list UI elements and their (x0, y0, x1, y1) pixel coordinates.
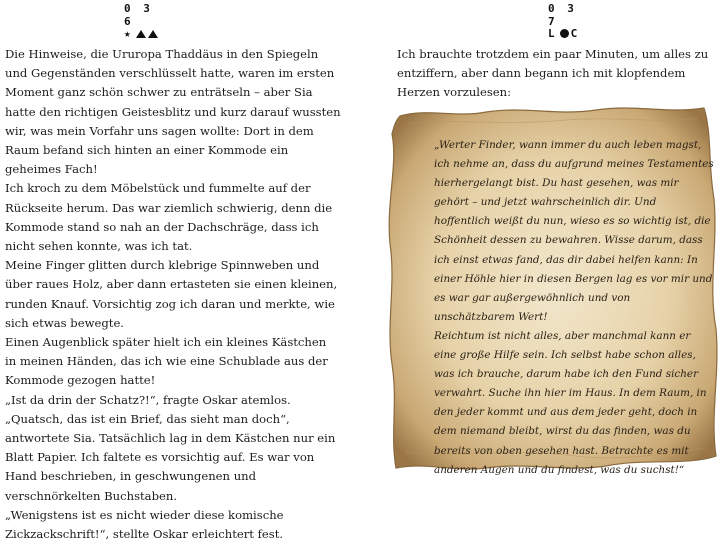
triangle-icon (148, 30, 158, 38)
intro-paragraph: Ich brauchte trotzdem ein paar Minuten, um alles zu entziffern, aber dann begann ich mit klopfendem Herzen vorzulesen: (397, 47, 709, 100)
paragraph: „Quatsch, das ist ein Brief, das sieht man doch“, antwortete Sia. Tatsächlich lag in dem Kästchen nur ein Blatt Papier. Ich faltete es vorsichtig auf. Es war von Hand beschrieben, in geschwungenen und verschnörkelten Buchstaben. (5, 411, 336, 503)
paragraph: Ich kroch zu dem Möbelstück und fummelte auf der Rückseite herum. Das war ziemlich schwierig, denn die Kommode stand so nah an der Dachschräge, dass ich nicht sehen konnte, was ich tat. (5, 181, 333, 254)
letter-paragraph: Reichtum ist nicht alles, aber manchmal kann er eine große Hilfe sein. Ich selbst habe schon alles, was ich brauche, darum habe ich den Fund sicher verwahrt. Suche ihn hier im Haus. In dem Raum, in den jeder kommt und aus dem jeder geht, doch in dem niemand bleibt, wirst du das finden, was du bereits von oben gesehen hast. Betrachte es mit anderen Augen und du findest, was du suchst!“ (434, 329, 707, 476)
parchment-letter (386, 104, 720, 476)
page-number-left (124, 2, 164, 38)
letter-text (434, 136, 714, 480)
right-page-intro (397, 45, 719, 103)
star-icon: ★ (124, 27, 134, 40)
paragraph: „Wenigstens ist es nicht wieder diese komische Zickzackschrift!“, stellte Oskar erleichtert fest. (5, 507, 284, 542)
page-symbols-right (548, 29, 588, 38)
letter-paragraph: „Werter Finder, wann immer du auch leben magst, ich nehme an, dass du aufgrund meines Testamentes hierhergelangt bist. Du hast gesehen, was mir gehört – und jetzt wahrscheinlich dir. Und hoffentlich weißt du nun, wieso es so wichtig ist, die Schönheit dessen zu bewahren. Wisse darum, dass ich einst etwas fand, das dir dabei helfen kann: In einer Höhle hier in diesen Bergen lag es vor mir und es war gar außergewöhnlich und von unschätzbarem Wert! (434, 139, 714, 323)
page-symbols-left (124, 29, 164, 38)
page-number-right-text: 0 3 7 (548, 2, 577, 28)
triangle-icon (136, 30, 146, 38)
left-page-body (5, 45, 341, 544)
paragraph: Meine Finger glitten durch klebrige Spinnweben und über raues Holz, aber dann ertasteten sie einen kleinen, runden Knauf. Vorsichtig zog ich daran und merkte, wie sich etwas bewegte. (5, 258, 338, 330)
paragraph: Einen Augenblick später hielt ich ein kleines Kästchen in meinen Händen, das ich wie eine Schublade aus der Kommode gezogen hatte! (5, 335, 328, 388)
corner-icon: L (548, 27, 558, 40)
page-number-right (548, 2, 588, 38)
circle-icon (560, 29, 569, 38)
paragraph: „Ist da drin der Schatz?!“, fragte Oskar atemlos. (5, 392, 291, 407)
page-number-left-text: 0 3 6 (124, 2, 153, 28)
paragraph: Die Hinweise, die Ururopa Thaddäus in den Spiegeln und Gegenständen verschlüsselt hatte, waren im ersten Moment ganz schön schwer zu enträtseln – aber Sia hatte den richtigen Geistesblitz und kurz darauf wussten wir, was mein Vorfahr uns sagen wollte: Dort in dem Raum befand sich hinten an einer Kommode ein geheimes Fach! (5, 47, 341, 177)
crescent-icon: C (570, 27, 581, 40)
